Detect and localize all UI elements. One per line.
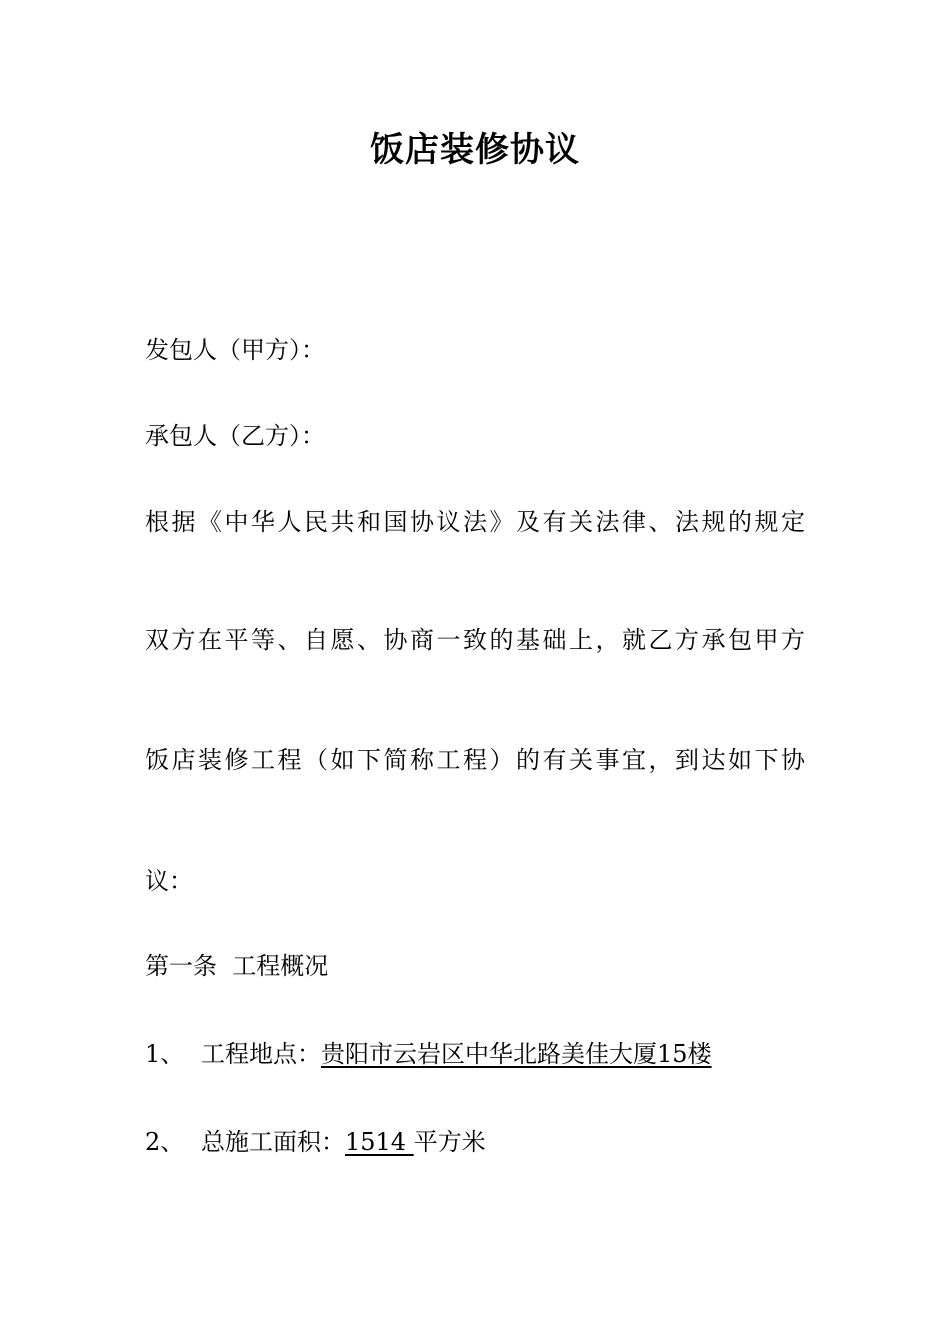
party-b-label: 承包人（乙方）： bbox=[145, 422, 325, 450]
item-1-label: 工程地点： bbox=[201, 1040, 321, 1068]
preamble-line-4: 议： bbox=[145, 867, 193, 895]
preamble-line-3: 饭店装修工程（如下简称工程）的有关事宜，到达如下协 bbox=[145, 746, 805, 774]
preamble-line-2: 双方在平等、自愿、协商一致的基础上，就乙方承包甲方 bbox=[145, 626, 805, 654]
preamble-line-1: 根据《中华人民共和国协议法》及有关法律、法规的规定 bbox=[145, 508, 805, 536]
item-2-label: 总施工面积： bbox=[201, 1128, 345, 1156]
document-title: 饭店装修协议 bbox=[370, 130, 580, 170]
item-2-number: 2、 bbox=[145, 1128, 185, 1156]
item-2 bbox=[145, 1124, 486, 1160]
item-1-number: 1、 bbox=[145, 1040, 185, 1068]
item-1 bbox=[145, 1036, 712, 1072]
party-a-label: 发包人（甲方）： bbox=[145, 336, 325, 364]
item-1-value: 贵阳市云岩区中华北路美佳大厦15楼 bbox=[321, 1040, 712, 1068]
article-1-heading: 第一条 工程概况 bbox=[145, 952, 329, 980]
item-2-suffix: 平方米 bbox=[413, 1128, 486, 1156]
item-2-value: 1514 bbox=[345, 1128, 414, 1156]
